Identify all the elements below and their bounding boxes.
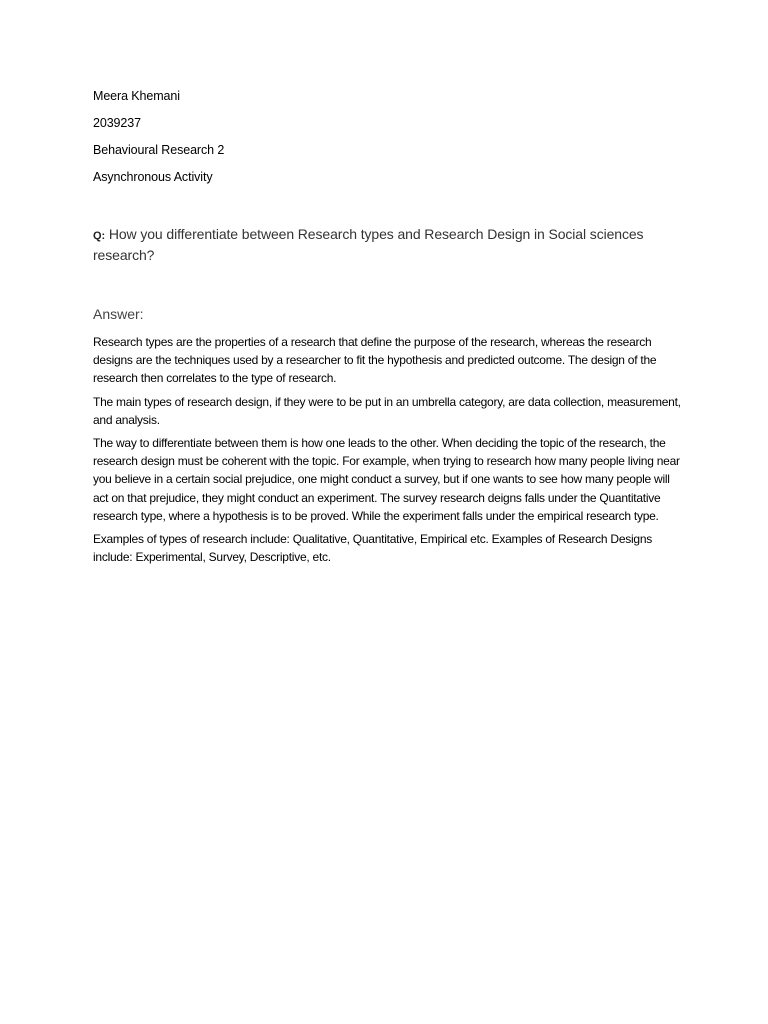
activity-title: Asynchronous Activity [93, 170, 213, 184]
answer-paragraph: Examples of types of research include: Qualitative, Quantitative, Empirical etc. Examples of Research Designs include: Experimental, Survey, Descriptive, etc. [93, 532, 653, 565]
answer-heading: Answer: [93, 306, 144, 322]
document-header [93, 88, 683, 196]
answer-body [93, 333, 683, 571]
answer-paragraph: The way to differentiate between them is how one leads to the other. When deciding the topic of the research, the research design must be coherent with the topic. For example, when trying to research how many people living near you believe in a certain social prejudice, one might conduct a survey, but if one wants to see how many people will act on that prejudice, they might conduct an experiment. The survey research deigns falls under the Quantitative research type, where a hypothesis is to be proved. While the experiment falls under the empirical research type. [93, 436, 680, 523]
course-title: Behavioural Research 2 [93, 143, 225, 157]
question-label: Q: [93, 230, 106, 242]
author-name: Meera Khemani [93, 89, 180, 103]
question [93, 225, 683, 265]
question-text: How you differentiate between Research types and Research Design in Social sciences research? [93, 226, 644, 263]
answer-paragraph: The main types of research design, if they were to be put in an umbrella category, are data collection, measurement, and analysis. [93, 394, 681, 427]
answer-paragraph: Research types are the properties of a research that define the purpose of the research, whereas the research designs are the techniques used by a researcher to fit the hypothesis and predicted outcome. The design of the research then correlates to the type of research. [93, 335, 657, 386]
student-id: 2039237 [93, 116, 141, 130]
